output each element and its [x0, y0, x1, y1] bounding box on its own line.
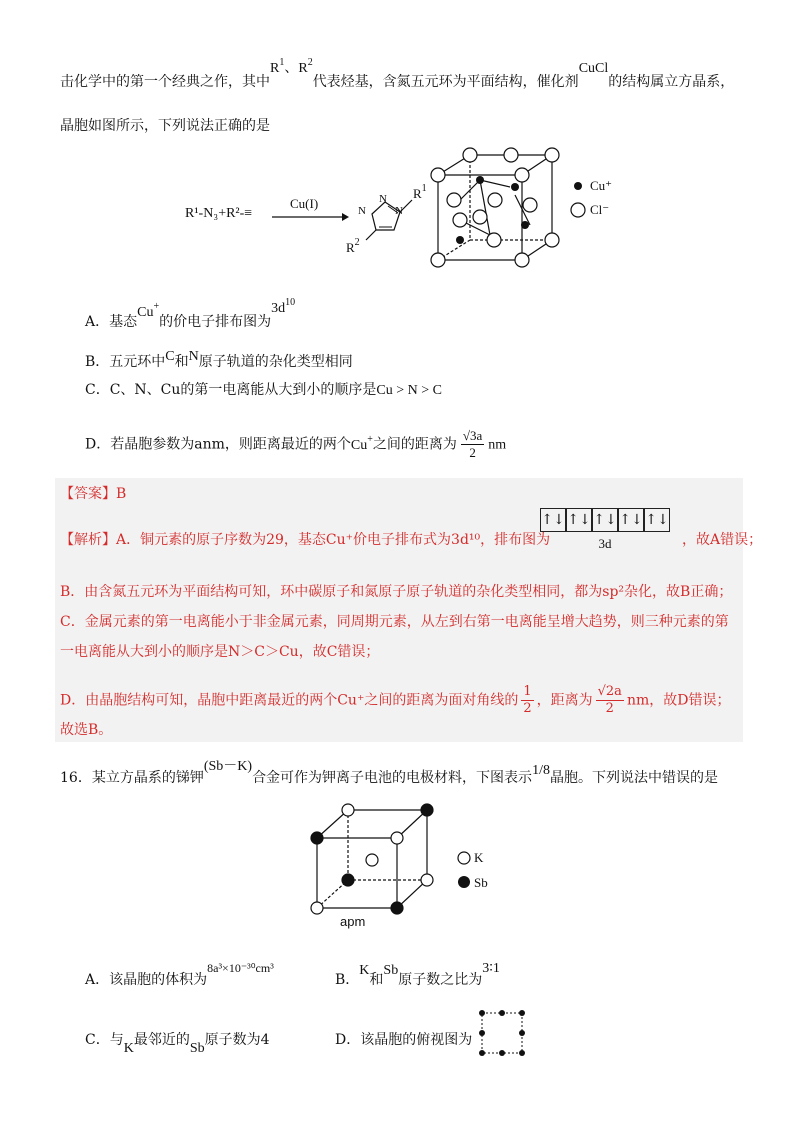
- q16-option-a-text: A．该晶胞的体积为: [85, 972, 208, 988]
- option-d-fraction: [461, 428, 484, 461]
- option-a-text: A．基态: [85, 314, 138, 330]
- r2-letter: R: [298, 61, 308, 76]
- analysis-d-text-a: D．由晶胞结构可知，晶胞中距离最近的两个Cu⁺之间的距离为面对角线的: [60, 692, 519, 709]
- q16-text-b: 合金可作为钾离子电池的电极材料，下图表示: [252, 770, 533, 786]
- product-r2: [346, 237, 360, 256]
- reaction-reactants: R¹-N₃+R²-≡: [185, 206, 253, 221]
- legend-k: K: [474, 850, 484, 865]
- question-16-stem: [60, 759, 718, 789]
- option-b-text1: B．五元环中: [85, 354, 166, 370]
- orbital-cell: ↑↓: [540, 508, 566, 532]
- q16-option-b-ratio: 3∶1: [482, 961, 500, 976]
- option-d-unit: nm: [488, 437, 507, 453]
- orbital-diagram: [540, 508, 670, 552]
- r2-superscript: 2: [307, 57, 313, 68]
- analysis-d-half-num: 1: [523, 684, 532, 699]
- option-c-text1: C．C、N、Cu的第一电离能从大到小的顺序是: [85, 382, 377, 398]
- analysis-a-end: ，故A错误；: [682, 532, 763, 548]
- option-a-mid: 的价电子排布图为: [159, 314, 272, 330]
- intro-line-2: 晶胞如图所示，下列说法正确的是: [60, 118, 270, 134]
- option-d-text1: D．若晶胞参数为anm，则距离最近的两个: [85, 436, 351, 453]
- intro-text-c: 的结构属立方晶系，: [608, 74, 735, 90]
- legend-16-marks: [456, 850, 472, 890]
- option-a-config-text: 3d: [271, 301, 286, 316]
- option-d-cu-sup: +: [367, 433, 373, 445]
- analysis-a-text: A．铜元素的原子序数为29，基态Cu⁺价电子排布式为3d¹⁰，排布图为: [116, 532, 551, 548]
- q16-option-c-k: K: [123, 1041, 134, 1056]
- analysis-c-line-1: C．金属元素的第一电离能小于非金属元素，同周期元素，从左到右第一电离能呈增大趋势，则三种元素的第: [60, 614, 729, 630]
- triazole-n3: N: [395, 205, 403, 217]
- option-b-c: C: [165, 349, 175, 364]
- option-16-c: [85, 1030, 270, 1056]
- option-c-order: Cu > N > C: [376, 383, 442, 398]
- option-15-b: [85, 349, 353, 373]
- cucl-unit-cell: [430, 145, 570, 270]
- orbital-cell: ↑↓: [618, 508, 644, 532]
- option-d-cu: [350, 433, 373, 453]
- q16-option-c-sb: Sb: [189, 1041, 205, 1056]
- legend-15-marks: [570, 178, 586, 218]
- answer-tag: 【答案】: [60, 486, 116, 502]
- q16-option-a-value: 8a³×10⁻³⁰cm³: [207, 961, 274, 975]
- option-d-num: √3a: [462, 428, 483, 443]
- q16-option-b-text1: B．: [335, 972, 360, 988]
- option-16-d: D．该晶胞的俯视图为: [335, 1032, 473, 1048]
- q16-text-c: 晶胞。下列说法中错误的是: [549, 770, 718, 786]
- analysis-d-dist: [596, 684, 624, 717]
- q16-option-b-text2: 原子数之比为: [398, 972, 483, 988]
- q16-formula: (Sb－K): [203, 759, 253, 774]
- orbital-cell: ↑↓: [592, 508, 618, 532]
- option-15-a: [85, 297, 296, 334]
- legend-sb: Sb: [474, 875, 488, 890]
- triazole-n2: N: [379, 193, 387, 205]
- r1-letter: R: [270, 61, 280, 76]
- option-a-config-sup: 10: [285, 297, 296, 308]
- option-15-d: [85, 428, 506, 461]
- option-a-cu-sup: +: [153, 301, 160, 312]
- orbital-label: 3d: [598, 536, 612, 551]
- q16-text-a: 16．某立方晶系的锑钾: [60, 770, 204, 786]
- option-d-cu-text: Cu: [350, 437, 368, 453]
- analysis-d-text-b: ，距离为: [536, 692, 593, 709]
- intro-text-a: 击化学中的第一个经典之作，其中: [60, 74, 270, 90]
- reaction-arrow: [270, 210, 350, 224]
- legend-cl: Cl⁻: [590, 202, 610, 217]
- orbital-cell: ↑↓: [644, 508, 670, 532]
- option-16-b: [335, 961, 500, 991]
- analysis-tag: 【解析】: [60, 532, 116, 548]
- analysis-d-dist-den: 2: [605, 701, 614, 716]
- answer-line: [60, 484, 126, 504]
- option-b-text2: 原子轨道的杂化类型相同: [198, 354, 353, 370]
- analysis-d-half: [521, 684, 533, 717]
- analysis-d-text-c: nm，故D错误；: [626, 692, 731, 709]
- legend-cu: Cu⁺: [590, 178, 613, 193]
- intro-line-1: [60, 57, 735, 94]
- product-r1-sup: 1: [421, 183, 427, 194]
- q16-option-b-and: 和: [369, 972, 384, 988]
- product-r2-sup: 2: [354, 237, 360, 248]
- q16-option-c-text1: C．与: [85, 1032, 124, 1048]
- analysis-d-half-den: 2: [523, 701, 532, 716]
- r1-superscript: 1: [279, 57, 285, 68]
- q16-option-c-text3: 原子数为4: [204, 1032, 270, 1048]
- product-r1-letter: R: [413, 186, 422, 201]
- q16-fraction: 1/8: [532, 763, 550, 778]
- option-a-config: [271, 297, 296, 316]
- option-a-cu-text: Cu: [137, 305, 154, 320]
- orbital-cell: ↑↓: [566, 508, 592, 532]
- triazole-n1: N: [358, 205, 366, 217]
- product-r2-letter: R: [346, 240, 355, 255]
- option-16-a: [85, 961, 274, 990]
- analysis-d-dist-num: √2a: [597, 684, 622, 699]
- product-r1: [413, 183, 427, 202]
- reaction-catalyst: Cu(I): [290, 196, 319, 211]
- answer-value: B: [116, 486, 127, 502]
- intro-text-b: 代表烃基，含氮五元环为平面结构，催化剂: [312, 74, 579, 90]
- cucl-formula: CuCl: [578, 61, 609, 76]
- option-15-c: [85, 380, 442, 401]
- option-d-den: 2: [469, 445, 476, 460]
- q16-option-b-sb: Sb: [383, 963, 399, 978]
- r-separator: 、: [284, 61, 299, 76]
- r1-symbol: [270, 57, 313, 76]
- option-d-text2: 之间的距离为: [372, 436, 457, 453]
- option-a-cu: [137, 301, 160, 320]
- q16-option-c-text2: 最邻近的: [133, 1032, 190, 1048]
- analysis-a-line: [60, 530, 550, 550]
- option-b-and: 和: [174, 354, 189, 370]
- sbk-cell-diagram: [305, 800, 445, 920]
- analysis-d-line: [60, 684, 730, 717]
- q16-option-b-k: K: [359, 963, 370, 978]
- analysis-c-line-2: 一电离能从大到小的顺序是N＞C＞Cu，故C错误；: [60, 644, 380, 660]
- analysis-conclusion: 故选B。: [60, 722, 113, 738]
- analysis-b-line: B．由含氮五元环为平面结构可知，环中碳原子和氮原子原子轨道的杂化类型相同，都为sp²杂化，故B正确；: [60, 584, 733, 600]
- top-view-diagram: [474, 1005, 534, 1060]
- cell-edge-label: apm: [340, 914, 366, 929]
- option-b-n: N: [188, 349, 199, 364]
